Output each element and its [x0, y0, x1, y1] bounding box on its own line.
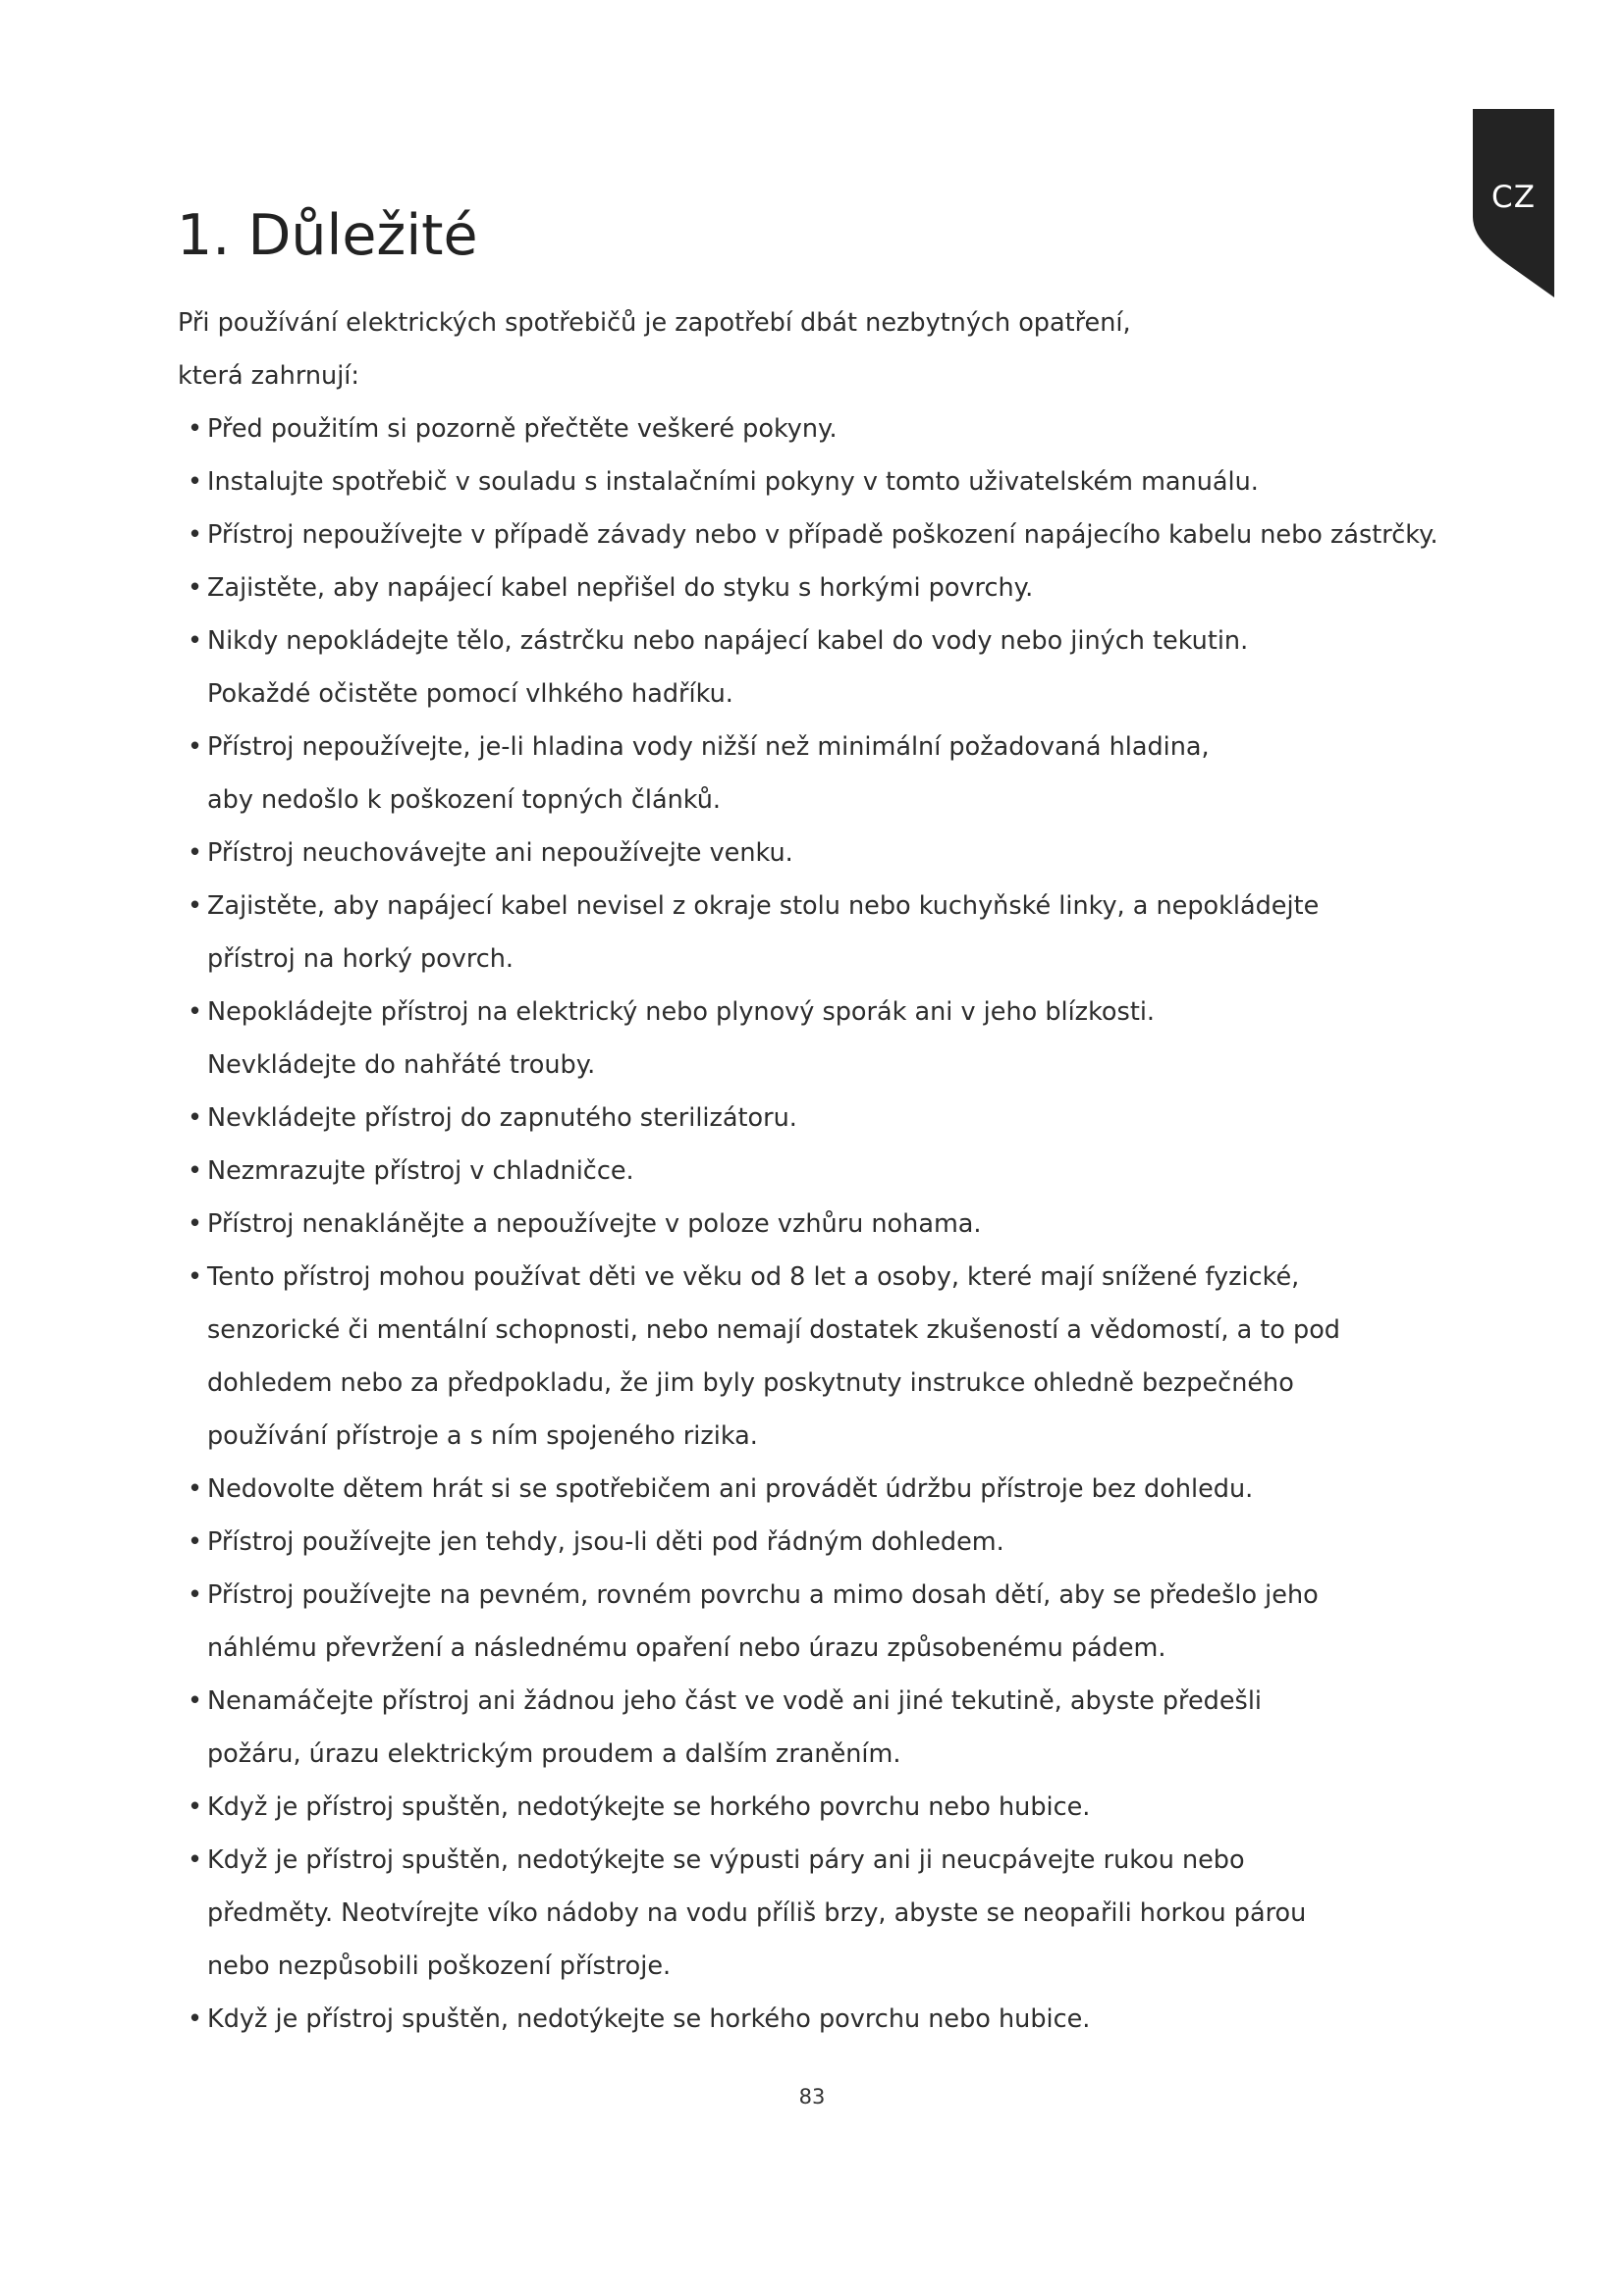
bullet-continuation: Nevkládejte do nahřáté trouby.: [207, 1050, 596, 1080]
bullet-item: [178, 1145, 1454, 1198]
bullet-text: Nepokládejte přístroj na elektrický nebo plynový sporák ani v jeho blízkosti.: [207, 997, 1156, 1027]
bullet-item: [178, 1198, 1454, 1251]
bullet-item: [178, 561, 1454, 614]
bullet-icon: •: [188, 1527, 203, 1557]
bullet-item: [178, 880, 1454, 933]
bullet-item: [178, 1834, 1454, 1887]
bullet-continuation: přístroj na horký povrch.: [207, 944, 514, 974]
bullet-text: Zajistěte, aby napájecí kabel nevisel z okraje stolu nebo kuchyňské linky, a nepokládejte: [207, 891, 1320, 921]
page-title: 1. Důležité: [177, 203, 478, 268]
bullet-text: Přístroj nepoužívejte, je-li hladina vody nižší než minimální požadovaná hladina,: [207, 732, 1210, 762]
bullet-item: [178, 721, 1454, 774]
bullet-icon: •: [188, 1474, 203, 1504]
bullet-item: [178, 455, 1454, 508]
page-number: 83: [798, 2085, 826, 2109]
bullet-item: [178, 986, 1454, 1039]
bullet-icon: •: [188, 573, 203, 603]
bullet-text: Tento přístroj mohou používat děti ve věku od 8 let a osoby, které mají snížené fyzické,: [207, 1262, 1300, 1292]
bullet-text: Nedovolte dětem hrát si se spotřebičem ani provádět údržbu přístroje bez dohledu.: [207, 1474, 1254, 1504]
bullet-text: Přístroj nenaklánějte a nepoužívejte v poloze vzhůru nohama.: [207, 1209, 982, 1239]
bullet-text: Přístroj používejte na pevném, rovném povrchu a mimo dosah dětí, aby se předešlo jeho: [207, 1580, 1319, 1610]
bullet-icon: •: [188, 414, 203, 444]
bullet-continuation: předměty. Neotvírejte víko nádoby na vodu příliš brzy, abyste se neopařili horkou párou: [207, 1898, 1307, 1928]
bullet-icon: •: [188, 1209, 203, 1239]
intro-line: Při používání elektrických spotřebičů je zapotřebí dbát nezbytných opatření,: [178, 308, 1131, 338]
bullet-icon: •: [188, 891, 203, 921]
bullet-text: Instalujte spotřebič v souladu s instalačními pokyny v tomto uživatelském manuálu.: [207, 467, 1259, 497]
bullet-icon: •: [188, 2004, 203, 2034]
bullet-text: Nevkládejte přístroj do zapnutého sterilizátoru.: [207, 1103, 797, 1133]
bullet-item: [178, 827, 1454, 880]
bullet-text: Přístroj nepoužívejte v případě závady nebo v případě poškození napájecího kabelu nebo zástrčky.: [207, 520, 1438, 550]
bullet-text: Přístroj používejte jen tehdy, jsou-li děti pod řádným dohledem.: [207, 1527, 1004, 1557]
bullet-icon: •: [188, 838, 203, 868]
bullet-continuation: Pokaždé očistěte pomocí vlhkého hadříku.: [207, 679, 733, 709]
bullet-continuation: aby nedošlo k poškození topných článků.: [207, 785, 722, 815]
bullet-icon: •: [188, 732, 203, 762]
bullet-item: [178, 1092, 1454, 1145]
bullet-icon: •: [188, 1792, 203, 1822]
bullet-icon: •: [188, 1156, 203, 1186]
bullet-text: Nenamáčejte přístroj ani žádnou jeho část ve vodě ani jiné tekutině, abyste předešli: [207, 1686, 1262, 1716]
bullet-text: Když je přístroj spuštěn, nedotýkejte se horkého povrchu nebo hubice.: [207, 2004, 1091, 2034]
bullet-continuation: náhlému převržení a následnému opaření nebo úrazu způsobenému pádem.: [207, 1633, 1166, 1663]
bullet-item: [178, 402, 1454, 455]
bullet-item: [178, 1516, 1454, 1569]
instructions-body: [178, 296, 1454, 2046]
bullet-icon: •: [188, 1686, 203, 1716]
bullet-item: [178, 1251, 1454, 1304]
bullet-icon: •: [188, 997, 203, 1027]
bullet-item: [178, 508, 1454, 561]
bullet-item: [178, 1993, 1454, 2046]
bullet-text: Když je přístroj spuštěn, nedotýkejte se výpusti páry ani ji neucpávejte rukou nebo: [207, 1845, 1245, 1875]
bullet-item: [178, 1781, 1454, 1834]
bullet-icon: •: [188, 1580, 203, 1610]
language-tab: [1473, 109, 1554, 297]
bullet-continuation: dohledem nebo za předpokladu, že jim byly poskytnuty instrukce ohledně bezpečného: [207, 1368, 1294, 1398]
intro-line: která zahrnují:: [178, 361, 359, 391]
bullet-text: Když je přístroj spuštěn, nedotýkejte se horkého povrchu nebo hubice.: [207, 1792, 1091, 1822]
bullet-item: [178, 1569, 1454, 1622]
bullet-continuation: nebo nezpůsobili poškození přístroje.: [207, 1951, 672, 1981]
bullet-text: Zajistěte, aby napájecí kabel nepřišel do styku s horkými povrchy.: [207, 573, 1034, 603]
bullet-icon: •: [188, 520, 203, 550]
bullet-icon: •: [188, 1845, 203, 1875]
bullet-item: [178, 1675, 1454, 1728]
bullet-item: [178, 614, 1454, 667]
bullet-text: Nikdy nepokládejte tělo, zástrčku nebo napájecí kabel do vody nebo jiných tekutin.: [207, 626, 1249, 656]
bullet-icon: •: [188, 1262, 203, 1292]
bullet-icon: •: [188, 467, 203, 497]
bullet-continuation: používání přístroje a s ním spojeného rizika.: [207, 1421, 758, 1451]
bullet-continuation: požáru, úrazu elektrickým proudem a dalším zraněním.: [207, 1739, 901, 1769]
bullet-continuation: senzorické či mentální schopnosti, nebo nemají dostatek zkušeností a vědomostí, a to pod: [207, 1315, 1340, 1345]
bullet-icon: •: [188, 1103, 203, 1133]
bullet-icon: •: [188, 626, 203, 656]
bullet-item: [178, 1463, 1454, 1516]
bullet-text: Přístroj neuchovávejte ani nepoužívejte venku.: [207, 838, 793, 868]
bullet-text: Nezmrazujte přístroj v chladničce.: [207, 1156, 634, 1186]
bullet-text: Před použitím si pozorně přečtěte veškeré pokyny.: [207, 414, 838, 444]
language-label: CZ: [1491, 180, 1536, 215]
